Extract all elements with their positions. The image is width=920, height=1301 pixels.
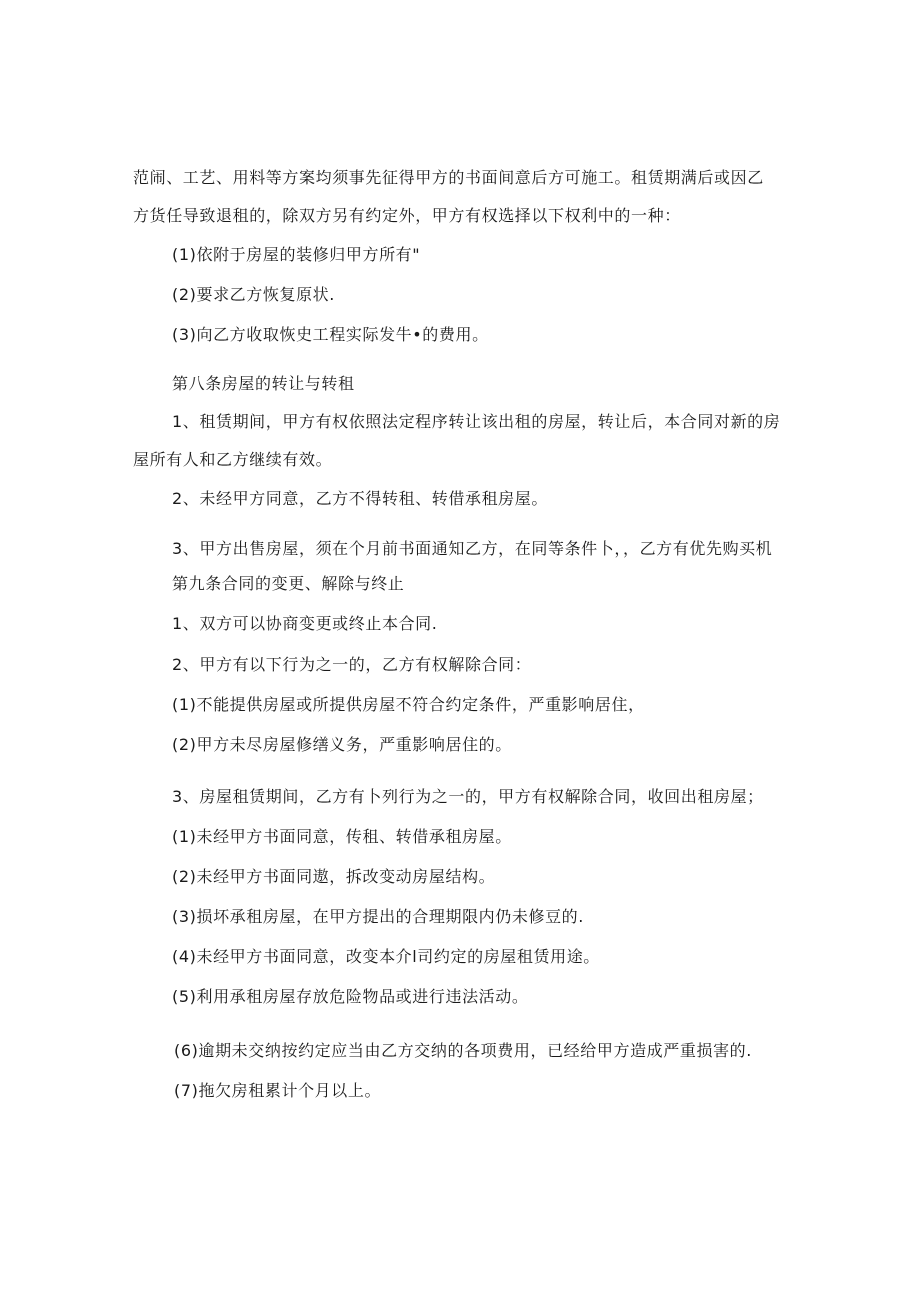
article-heading: 第九条合同的变更、解除与终止 (172, 574, 405, 593)
list-item: (7)拖欠房租累计个月以上。 (174, 1081, 382, 1100)
list-item: (5)利用承租房屋存放危险物品或进行违法活动。 (172, 987, 529, 1006)
list-item: (3)向乙方收取恢史工程实际发牛•的费用。 (172, 325, 489, 344)
list-item: (2)要求乙方恢复原状. (172, 285, 335, 304)
list-item: (2)甲方未尽房屋修缮义务，严重影响居住的。 (172, 735, 512, 754)
list-item: (6)逾期未交纳按约定应当由乙方交纳的各项费用，已经给甲方造成严重损害的. (174, 1041, 752, 1060)
list-item: 2、未经甲方同意，乙方不得转租、转借承租房屋。 (172, 489, 548, 508)
list-item: (3)损坏承租房屋，在甲方提出的合理期限内仍未修豆的. (172, 907, 584, 926)
list-item: (1)不能提供房屋或所提供房屋不符合约定条件，严重影响居住， (172, 695, 645, 714)
list-item: 3、甲方出售房屋，须在个月前书面通知乙方，在同等条件卜，，乙方有优先购买机 (172, 539, 773, 558)
list-item: (1)依附于房屋的装修归甲方所有" (172, 245, 421, 264)
paragraph-line: 范闹、工艺、用料等方案均须事先征得甲方的书面间意后方可施工。租赁期满后或因乙 (133, 168, 764, 187)
list-item: 1、双方可以协商变更或终止本合同. (172, 614, 438, 633)
list-item: (4)未经甲方书面同意，改变本介l司约定的房屋租赁用途。 (172, 947, 600, 966)
list-item: (1)未经甲方书面同意，传租、转借承租房屋。 (172, 827, 512, 846)
paragraph-line: 方货任导致退租的，除双方另有约定外，甲方有权选择以下权利中的一种： (133, 206, 681, 225)
list-item: 2、甲方有以下行为之一的，乙方有权解除合同： (172, 655, 532, 674)
paragraph-line: 屋所有人和乙方继续有效。 (133, 450, 333, 469)
article-heading: 第八条房屋的转让与转租 (172, 374, 355, 393)
list-item: (2)未经甲方书面同遨，拆改变动房屋结构。 (172, 867, 496, 886)
paragraph-line: 1、租赁期间，甲方有权依照法定程序转让该出租的房屋，转让后，本合同对新的房 (172, 412, 781, 431)
list-item: 3、房屋租赁期间，乙方有卜列行为之一的，甲方有权解除合同，收回出租房屋； (172, 787, 764, 806)
